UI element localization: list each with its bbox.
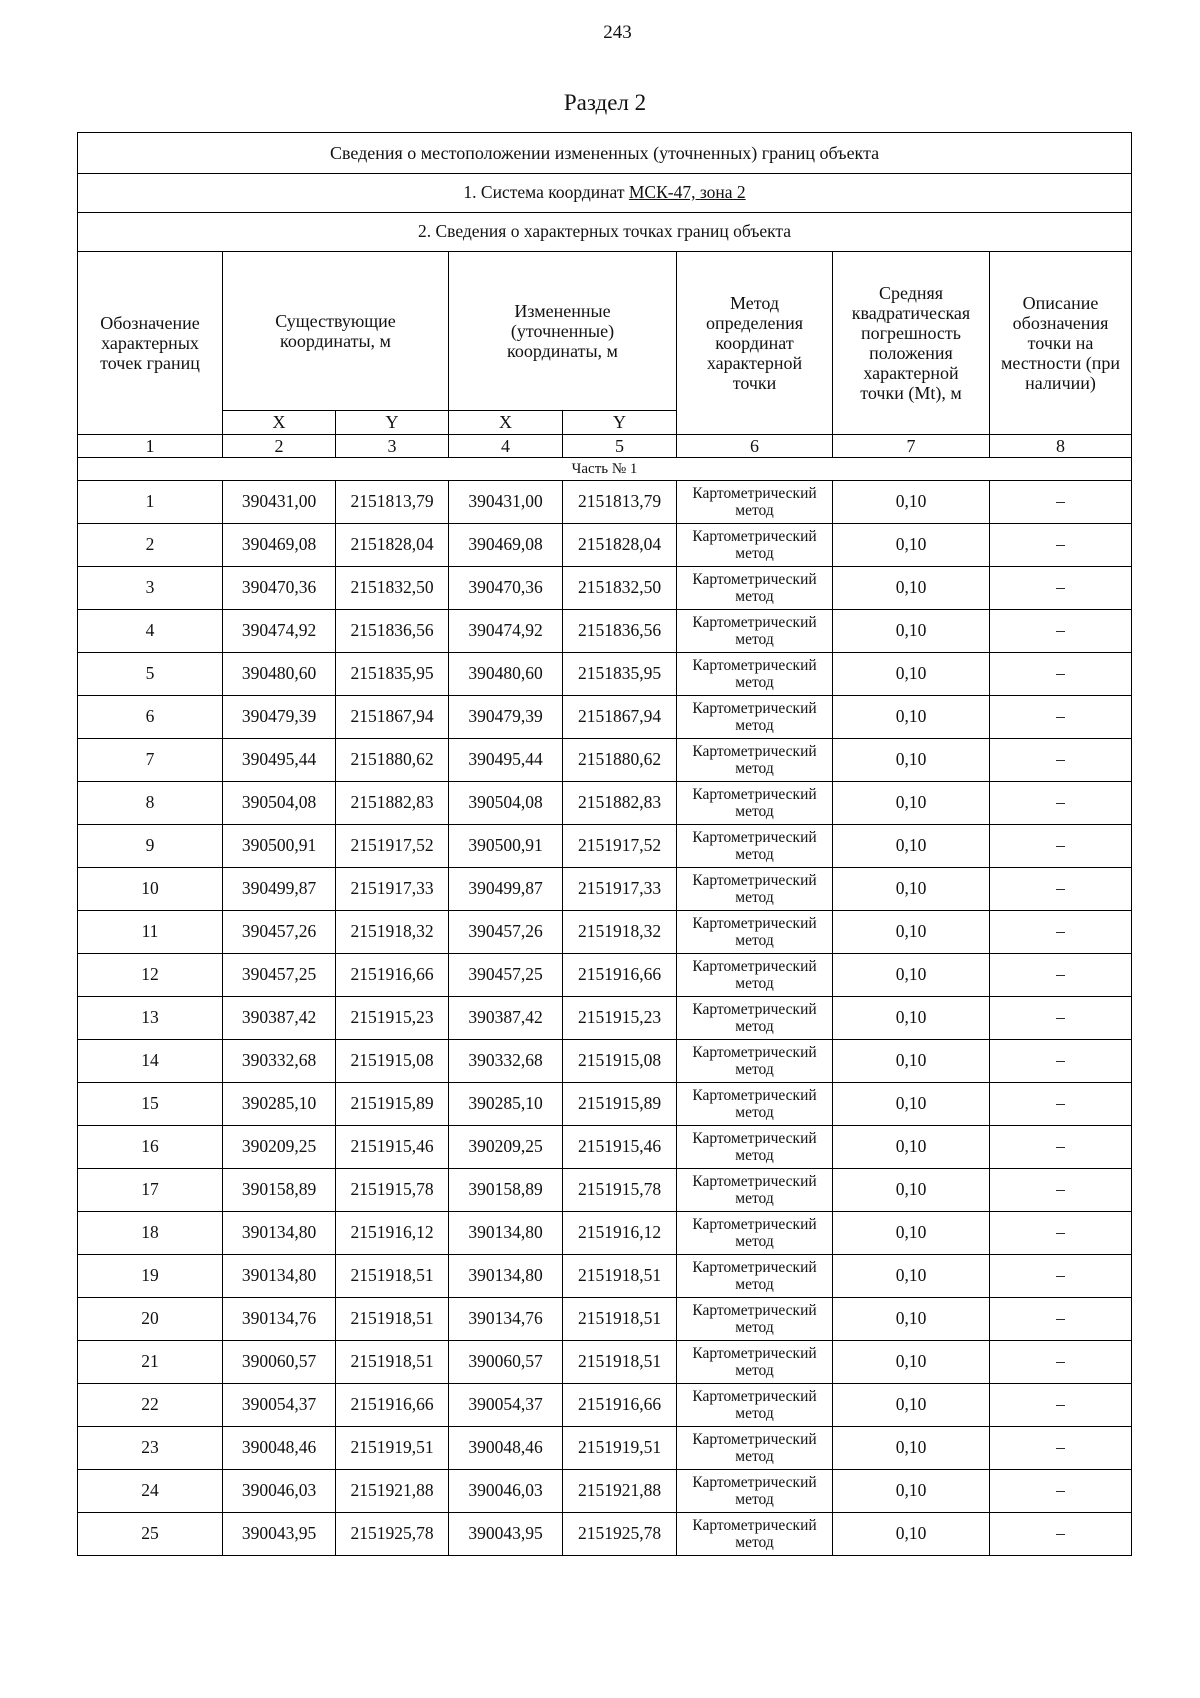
- column-number: 4: [449, 435, 563, 458]
- cell-existing-x: 390048,46: [223, 1427, 336, 1470]
- table-row: [78, 1126, 1132, 1169]
- cell-changed-y: 2151916,66: [563, 954, 677, 997]
- cell-changed-y: 2151836,56: [563, 610, 677, 653]
- cell-existing-y: 2151836,56: [336, 610, 449, 653]
- column-number: 6: [677, 435, 833, 458]
- cell-existing-x: 390500,91: [223, 825, 336, 868]
- table-row: [78, 1255, 1132, 1298]
- cell-existing-y: 2151917,52: [336, 825, 449, 868]
- cell-changed-x: 390499,87: [449, 868, 563, 911]
- cell-existing-x: 390479,39: [223, 696, 336, 739]
- cell-method: Картометрический метод: [677, 653, 833, 696]
- cell-mean-square-error: 0,10: [833, 782, 990, 825]
- cell-point-number: 19: [78, 1255, 223, 1298]
- cell-changed-y: 2151832,50: [563, 567, 677, 610]
- cell-existing-y: 2151918,51: [336, 1298, 449, 1341]
- cell-changed-x: 390054,37: [449, 1384, 563, 1427]
- cell-mean-square-error: 0,10: [833, 1212, 990, 1255]
- cell-method: Картометрический метод: [677, 696, 833, 739]
- table-row: [78, 524, 1132, 567]
- table-row: [78, 1212, 1132, 1255]
- cell-method: Картометрический метод: [677, 610, 833, 653]
- column-number: 7: [833, 435, 990, 458]
- cell-existing-x: 390332,68: [223, 1040, 336, 1083]
- cell-description: –: [990, 825, 1132, 868]
- cell-changed-x: 390504,08: [449, 782, 563, 825]
- cell-mean-square-error: 0,10: [833, 1427, 990, 1470]
- cell-description: –: [990, 868, 1132, 911]
- cell-point-number: 5: [78, 653, 223, 696]
- cell-description: –: [990, 739, 1132, 782]
- cell-changed-x: 390480,60: [449, 653, 563, 696]
- cell-existing-y: 2151916,66: [336, 954, 449, 997]
- table-row: [78, 868, 1132, 911]
- cell-changed-x: 390500,91: [449, 825, 563, 868]
- cell-mean-square-error: 0,10: [833, 696, 990, 739]
- cell-existing-x: 390387,42: [223, 997, 336, 1040]
- header-changed-x: X: [449, 411, 563, 435]
- cell-changed-y: 2151916,66: [563, 1384, 677, 1427]
- cell-changed-x: 390457,25: [449, 954, 563, 997]
- coordinate-system-value: МСК-47, зона 2: [628, 182, 746, 203]
- cell-description: –: [990, 1212, 1132, 1255]
- cell-changed-y: 2151925,78: [563, 1513, 677, 1556]
- cell-method: Картометрический метод: [677, 1427, 833, 1470]
- cell-point-number: 11: [78, 911, 223, 954]
- cell-changed-y: 2151915,46: [563, 1126, 677, 1169]
- cell-point-number: 4: [78, 610, 223, 653]
- cell-method: Картометрический метод: [677, 1126, 833, 1169]
- cell-mean-square-error: 0,10: [833, 1384, 990, 1427]
- cell-point-number: 3: [78, 567, 223, 610]
- cell-existing-x: 390457,25: [223, 954, 336, 997]
- cell-existing-x: 390470,36: [223, 567, 336, 610]
- cell-mean-square-error: 0,10: [833, 567, 990, 610]
- column-number: 2: [223, 435, 336, 458]
- cell-method: Картометрический метод: [677, 911, 833, 954]
- cell-description: –: [990, 1298, 1132, 1341]
- cell-mean-square-error: 0,10: [833, 1126, 990, 1169]
- header-error: Средняя квадратическая погрешность положения характерной точки (Мt), м: [833, 252, 990, 435]
- cell-existing-x: 390285,10: [223, 1083, 336, 1126]
- cell-changed-x: 390043,95: [449, 1513, 563, 1556]
- boundary-points-table: [77, 132, 1132, 1556]
- cell-point-number: 25: [78, 1513, 223, 1556]
- cell-method: Картометрический метод: [677, 868, 833, 911]
- cell-existing-x: 390469,08: [223, 524, 336, 567]
- table-row: [78, 653, 1132, 696]
- cell-existing-y: 2151915,08: [336, 1040, 449, 1083]
- table-row: [78, 1083, 1132, 1126]
- cell-method: Картометрический метод: [677, 1470, 833, 1513]
- cell-existing-y: 2151880,62: [336, 739, 449, 782]
- cell-existing-y: 2151867,94: [336, 696, 449, 739]
- cell-changed-x: 390332,68: [449, 1040, 563, 1083]
- coordinate-system-label: 1. Система координат: [463, 182, 629, 203]
- cell-description: –: [990, 997, 1132, 1040]
- cell-existing-y: 2151917,33: [336, 868, 449, 911]
- cell-changed-x: 390048,46: [449, 1427, 563, 1470]
- cell-changed-y: 2151915,78: [563, 1169, 677, 1212]
- cell-description: –: [990, 911, 1132, 954]
- cell-mean-square-error: 0,10: [833, 868, 990, 911]
- header-existing-y: Y: [336, 411, 449, 435]
- cell-method: Картометрический метод: [677, 997, 833, 1040]
- header-changed-coordinates: Измененные (уточненные) координаты, м: [449, 252, 677, 411]
- cell-changed-y: 2151882,83: [563, 782, 677, 825]
- cell-point-number: 20: [78, 1298, 223, 1341]
- cell-changed-y: 2151916,12: [563, 1212, 677, 1255]
- cell-description: –: [990, 1427, 1132, 1470]
- cell-changed-x: 390457,26: [449, 911, 563, 954]
- cell-point-number: 8: [78, 782, 223, 825]
- cell-method: Картометрический метод: [677, 1341, 833, 1384]
- points-heading: 2. Сведения о характерных точках границ объекта: [78, 213, 1132, 252]
- cell-mean-square-error: 0,10: [833, 1341, 990, 1384]
- cell-existing-x: 390134,80: [223, 1255, 336, 1298]
- cell-method: Картометрический метод: [677, 825, 833, 868]
- cell-method: Картометрический метод: [677, 481, 833, 524]
- cell-description: –: [990, 1384, 1132, 1427]
- cell-changed-x: 390479,39: [449, 696, 563, 739]
- cell-point-number: 14: [78, 1040, 223, 1083]
- cell-existing-x: 390209,25: [223, 1126, 336, 1169]
- cell-point-number: 13: [78, 997, 223, 1040]
- cell-method: Картометрический метод: [677, 1298, 833, 1341]
- cell-changed-x: 390495,44: [449, 739, 563, 782]
- cell-mean-square-error: 0,10: [833, 954, 990, 997]
- cell-mean-square-error: 0,10: [833, 1513, 990, 1556]
- cell-description: –: [990, 1470, 1132, 1513]
- section-title: Раздел 2: [563, 90, 647, 115]
- table-row: [78, 825, 1132, 868]
- cell-changed-x: 390209,25: [449, 1126, 563, 1169]
- cell-description: –: [990, 524, 1132, 567]
- cell-changed-y: 2151880,62: [563, 739, 677, 782]
- cell-mean-square-error: 0,10: [833, 481, 990, 524]
- table-row: [78, 1298, 1132, 1341]
- table-row: [78, 696, 1132, 739]
- cell-point-number: 18: [78, 1212, 223, 1255]
- table-row: [78, 1513, 1132, 1556]
- header-description: Описание обозначения точки на местности (при наличии): [990, 252, 1132, 435]
- cell-point-number: 21: [78, 1341, 223, 1384]
- cell-method: Картометрический метод: [677, 1212, 833, 1255]
- table-row: [78, 567, 1132, 610]
- header-method: Метод определения координат характерной точки: [677, 252, 833, 435]
- cell-description: –: [990, 954, 1132, 997]
- cell-mean-square-error: 0,10: [833, 1169, 990, 1212]
- cell-mean-square-error: 0,10: [833, 739, 990, 782]
- cell-mean-square-error: 0,10: [833, 1255, 990, 1298]
- cell-existing-y: 2151915,46: [336, 1126, 449, 1169]
- cell-existing-y: 2151828,04: [336, 524, 449, 567]
- cell-description: –: [990, 1126, 1132, 1169]
- cell-changed-y: 2151918,51: [563, 1341, 677, 1384]
- cell-mean-square-error: 0,10: [833, 911, 990, 954]
- coordinate-system-line: [78, 174, 1132, 213]
- column-number: 8: [990, 435, 1132, 458]
- header-designation: Обозначение характерных точек границ: [78, 252, 223, 435]
- table-row: [78, 1040, 1132, 1083]
- cell-existing-x: 390504,08: [223, 782, 336, 825]
- cell-existing-x: 390431,00: [223, 481, 336, 524]
- cell-existing-y: 2151925,78: [336, 1513, 449, 1556]
- cell-changed-x: 390431,00: [449, 481, 563, 524]
- cell-method: Картометрический метод: [677, 1255, 833, 1298]
- cell-changed-y: 2151918,51: [563, 1255, 677, 1298]
- cell-existing-y: 2151918,51: [336, 1255, 449, 1298]
- cell-existing-x: 390480,60: [223, 653, 336, 696]
- cell-changed-x: 390134,80: [449, 1255, 563, 1298]
- cell-method: Картометрический метод: [677, 954, 833, 997]
- column-number: 3: [336, 435, 449, 458]
- header-existing-coordinates: Существующие координаты, м: [223, 252, 449, 411]
- cell-description: –: [990, 1040, 1132, 1083]
- table-row: [78, 782, 1132, 825]
- cell-changed-y: 2151835,95: [563, 653, 677, 696]
- cell-description: –: [990, 481, 1132, 524]
- column-number: 5: [563, 435, 677, 458]
- table-row: [78, 481, 1132, 524]
- cell-point-number: 1: [78, 481, 223, 524]
- cell-point-number: 9: [78, 825, 223, 868]
- cell-existing-x: 390043,95: [223, 1513, 336, 1556]
- cell-existing-x: 390060,57: [223, 1341, 336, 1384]
- cell-point-number: 10: [78, 868, 223, 911]
- cell-mean-square-error: 0,10: [833, 1298, 990, 1341]
- cell-mean-square-error: 0,10: [833, 653, 990, 696]
- cell-existing-y: 2151915,23: [336, 997, 449, 1040]
- cell-existing-x: 390499,87: [223, 868, 336, 911]
- cell-existing-x: 390457,26: [223, 911, 336, 954]
- cell-existing-y: 2151915,89: [336, 1083, 449, 1126]
- cell-changed-y: 2151918,32: [563, 911, 677, 954]
- cell-changed-y: 2151828,04: [563, 524, 677, 567]
- cell-existing-x: 390495,44: [223, 739, 336, 782]
- header-existing-x: X: [223, 411, 336, 435]
- cell-changed-x: 390134,80: [449, 1212, 563, 1255]
- cell-existing-y: 2151915,78: [336, 1169, 449, 1212]
- cell-changed-y: 2151921,88: [563, 1470, 677, 1513]
- cell-method: Картометрический метод: [677, 1040, 833, 1083]
- table-row: [78, 954, 1132, 997]
- cell-changed-y: 2151917,52: [563, 825, 677, 868]
- cell-description: –: [990, 782, 1132, 825]
- table-row: [78, 997, 1132, 1040]
- cell-changed-y: 2151867,94: [563, 696, 677, 739]
- cell-point-number: 7: [78, 739, 223, 782]
- cell-changed-x: 390470,36: [449, 567, 563, 610]
- cell-changed-y: 2151915,08: [563, 1040, 677, 1083]
- cell-point-number: 12: [78, 954, 223, 997]
- cell-description: –: [990, 1255, 1132, 1298]
- cell-mean-square-error: 0,10: [833, 825, 990, 868]
- cell-method: Картометрический метод: [677, 1083, 833, 1126]
- cell-existing-y: 2151813,79: [336, 481, 449, 524]
- cell-changed-y: 2151918,51: [563, 1298, 677, 1341]
- cell-existing-y: 2151918,51: [336, 1341, 449, 1384]
- table-title: Сведения о местоположении измененных (уточненных) границ объекта: [78, 133, 1132, 174]
- table-row: [78, 610, 1132, 653]
- cell-changed-x: 390158,89: [449, 1169, 563, 1212]
- cell-existing-x: 390134,76: [223, 1298, 336, 1341]
- table-row: [78, 1384, 1132, 1427]
- cell-point-number: 6: [78, 696, 223, 739]
- cell-point-number: 15: [78, 1083, 223, 1126]
- cell-point-number: 17: [78, 1169, 223, 1212]
- cell-existing-y: 2151835,95: [336, 653, 449, 696]
- table-row: [78, 1427, 1132, 1470]
- cell-changed-y: 2151915,23: [563, 997, 677, 1040]
- cell-changed-x: 390387,42: [449, 997, 563, 1040]
- cell-mean-square-error: 0,10: [833, 1470, 990, 1513]
- cell-mean-square-error: 0,10: [833, 610, 990, 653]
- cell-method: Картометрический метод: [677, 1513, 833, 1556]
- cell-description: –: [990, 1513, 1132, 1556]
- cell-changed-x: 390046,03: [449, 1470, 563, 1513]
- cell-changed-x: 390060,57: [449, 1341, 563, 1384]
- cell-description: –: [990, 653, 1132, 696]
- cell-changed-y: 2151919,51: [563, 1427, 677, 1470]
- cell-existing-x: 390134,80: [223, 1212, 336, 1255]
- page-number: 243: [603, 22, 632, 43]
- cell-existing-x: 390474,92: [223, 610, 336, 653]
- cell-changed-x: 390474,92: [449, 610, 563, 653]
- cell-changed-y: 2151813,79: [563, 481, 677, 524]
- cell-existing-y: 2151832,50: [336, 567, 449, 610]
- table-row: [78, 739, 1132, 782]
- cell-existing-x: 390158,89: [223, 1169, 336, 1212]
- cell-method: Картометрический метод: [677, 782, 833, 825]
- cell-existing-x: 390046,03: [223, 1470, 336, 1513]
- cell-changed-y: 2151917,33: [563, 868, 677, 911]
- table-row: [78, 1470, 1132, 1513]
- cell-existing-y: 2151919,51: [336, 1427, 449, 1470]
- cell-mean-square-error: 0,10: [833, 1083, 990, 1126]
- cell-description: –: [990, 1169, 1132, 1212]
- table-row: [78, 1341, 1132, 1384]
- cell-existing-y: 2151921,88: [336, 1470, 449, 1513]
- table-row: [78, 1169, 1132, 1212]
- cell-changed-x: 390469,08: [449, 524, 563, 567]
- cell-point-number: 23: [78, 1427, 223, 1470]
- cell-method: Картометрический метод: [677, 524, 833, 567]
- cell-description: –: [990, 1341, 1132, 1384]
- cell-method: Картометрический метод: [677, 567, 833, 610]
- cell-description: –: [990, 1083, 1132, 1126]
- cell-method: Картометрический метод: [677, 739, 833, 782]
- cell-changed-x: 390285,10: [449, 1083, 563, 1126]
- cell-description: –: [990, 610, 1132, 653]
- cell-point-number: 24: [78, 1470, 223, 1513]
- cell-mean-square-error: 0,10: [833, 524, 990, 567]
- cell-changed-y: 2151915,89: [563, 1083, 677, 1126]
- cell-existing-y: 2151916,12: [336, 1212, 449, 1255]
- part-label: Часть № 1: [78, 458, 1132, 481]
- cell-method: Картометрический метод: [677, 1169, 833, 1212]
- cell-point-number: 16: [78, 1126, 223, 1169]
- cell-method: Картометрический метод: [677, 1384, 833, 1427]
- cell-existing-y: 2151882,83: [336, 782, 449, 825]
- cell-existing-y: 2151916,66: [336, 1384, 449, 1427]
- cell-existing-y: 2151918,32: [336, 911, 449, 954]
- cell-existing-x: 390054,37: [223, 1384, 336, 1427]
- table-row: [78, 911, 1132, 954]
- cell-changed-x: 390134,76: [449, 1298, 563, 1341]
- cell-mean-square-error: 0,10: [833, 1040, 990, 1083]
- header-changed-y: Y: [563, 411, 677, 435]
- cell-point-number: 2: [78, 524, 223, 567]
- column-number: 1: [78, 435, 223, 458]
- cell-description: –: [990, 567, 1132, 610]
- cell-description: –: [990, 696, 1132, 739]
- cell-point-number: 22: [78, 1384, 223, 1427]
- cell-mean-square-error: 0,10: [833, 997, 990, 1040]
